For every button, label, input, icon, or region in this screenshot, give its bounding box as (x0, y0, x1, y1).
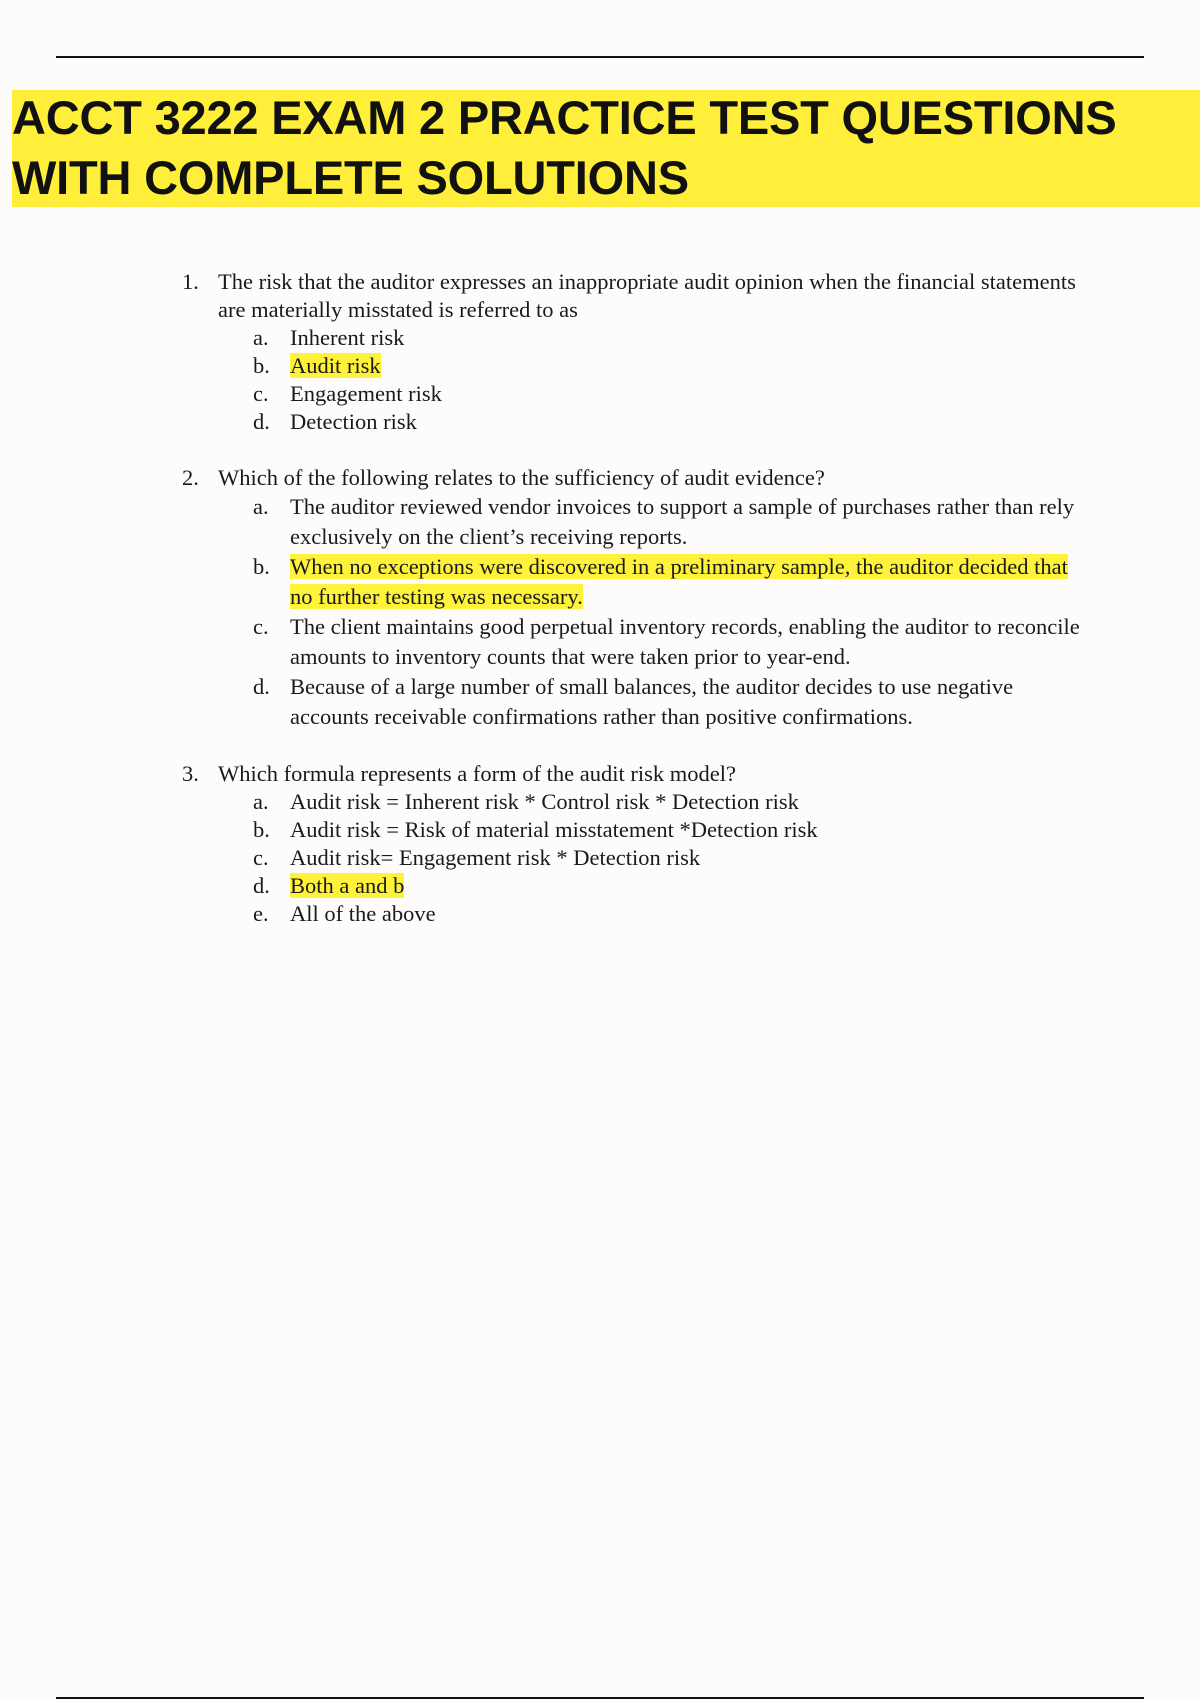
option-text: Audit risk = Risk of material misstatement *Detection risk (290, 817, 818, 842)
question-number: 3. (182, 761, 199, 786)
document-title: ACCT 3222 EXAM 2 PRACTICE TEST QUESTIONS WITH COMPLETE SOLUTIONS (12, 91, 1117, 204)
option-b-answer (218, 352, 1090, 380)
option-d (218, 408, 1090, 436)
option-c (218, 844, 1090, 872)
option-letter: e. (253, 901, 269, 926)
option-letter: a. (253, 494, 269, 519)
question-text: Which of the following relates to the sufficiency of audit evidence? (218, 465, 825, 490)
option-text: Audit risk = Inherent risk * Control risk * Detection risk (290, 789, 799, 814)
option-text: The client maintains good perpetual inventory records, enabling the auditor to reconcile amounts to inventory counts that were taken prior to year-end. (290, 614, 1080, 669)
question-number: 2. (182, 465, 199, 490)
option-d (218, 672, 1090, 732)
option-letter: c. (253, 381, 269, 406)
option-text: All of the above (290, 901, 436, 926)
option-text: Because of a large number of small balances, the auditor decides to use negative accounts receivable confirmations rather than positive confirmations. (290, 674, 1014, 729)
question-2 (0, 464, 1200, 732)
option-d-answer (218, 872, 1090, 900)
option-letter: b. (253, 554, 270, 579)
option-c (218, 612, 1090, 672)
question-text: The risk that the auditor expresses an inappropriate audit opinion when the financial statements are materially misstated is referred to as (218, 269, 1076, 322)
option-text: The auditor reviewed vendor invoices to support a sample of purchases rather than rely exclusively on the client’s receiving reports. (290, 494, 1075, 549)
option-text: Inherent risk (290, 325, 405, 350)
highlighted-answer: Both a and b (290, 873, 405, 898)
option-letter: d. (253, 674, 270, 699)
option-b-answer (218, 552, 1090, 612)
option-list (218, 788, 1090, 928)
option-letter: c. (253, 614, 269, 639)
question-text: Which formula represents a form of the audit risk model? (218, 761, 736, 786)
option-text: Detection risk (290, 409, 417, 434)
option-letter: d. (253, 409, 270, 434)
option-text: Engagement risk (290, 381, 442, 406)
option-letter: c. (253, 845, 269, 870)
top-rule (56, 56, 1144, 58)
option-a (218, 492, 1090, 552)
question-list (0, 268, 1200, 956)
question-3 (0, 760, 1200, 928)
option-c (218, 380, 1090, 408)
option-text: Audit risk= Engagement risk * Detection risk (290, 845, 701, 870)
question-number: 1. (182, 269, 199, 294)
option-a (218, 324, 1090, 352)
question-1 (0, 268, 1200, 436)
option-letter: b. (253, 817, 270, 842)
option-letter: d. (253, 873, 270, 898)
option-letter: b. (253, 353, 270, 378)
highlighted-answer: Audit risk (290, 353, 381, 378)
option-a (218, 788, 1090, 816)
option-list (218, 324, 1090, 436)
option-e (218, 900, 1090, 928)
highlighted-answer: When no exceptions were discovered in a preliminary sample, the auditor decided that no further testing was necessary. (290, 554, 1068, 609)
option-list (218, 492, 1090, 732)
option-b (218, 816, 1090, 844)
bottom-rule (56, 1697, 1144, 1699)
option-letter: a. (253, 325, 269, 350)
option-letter: a. (253, 789, 269, 814)
